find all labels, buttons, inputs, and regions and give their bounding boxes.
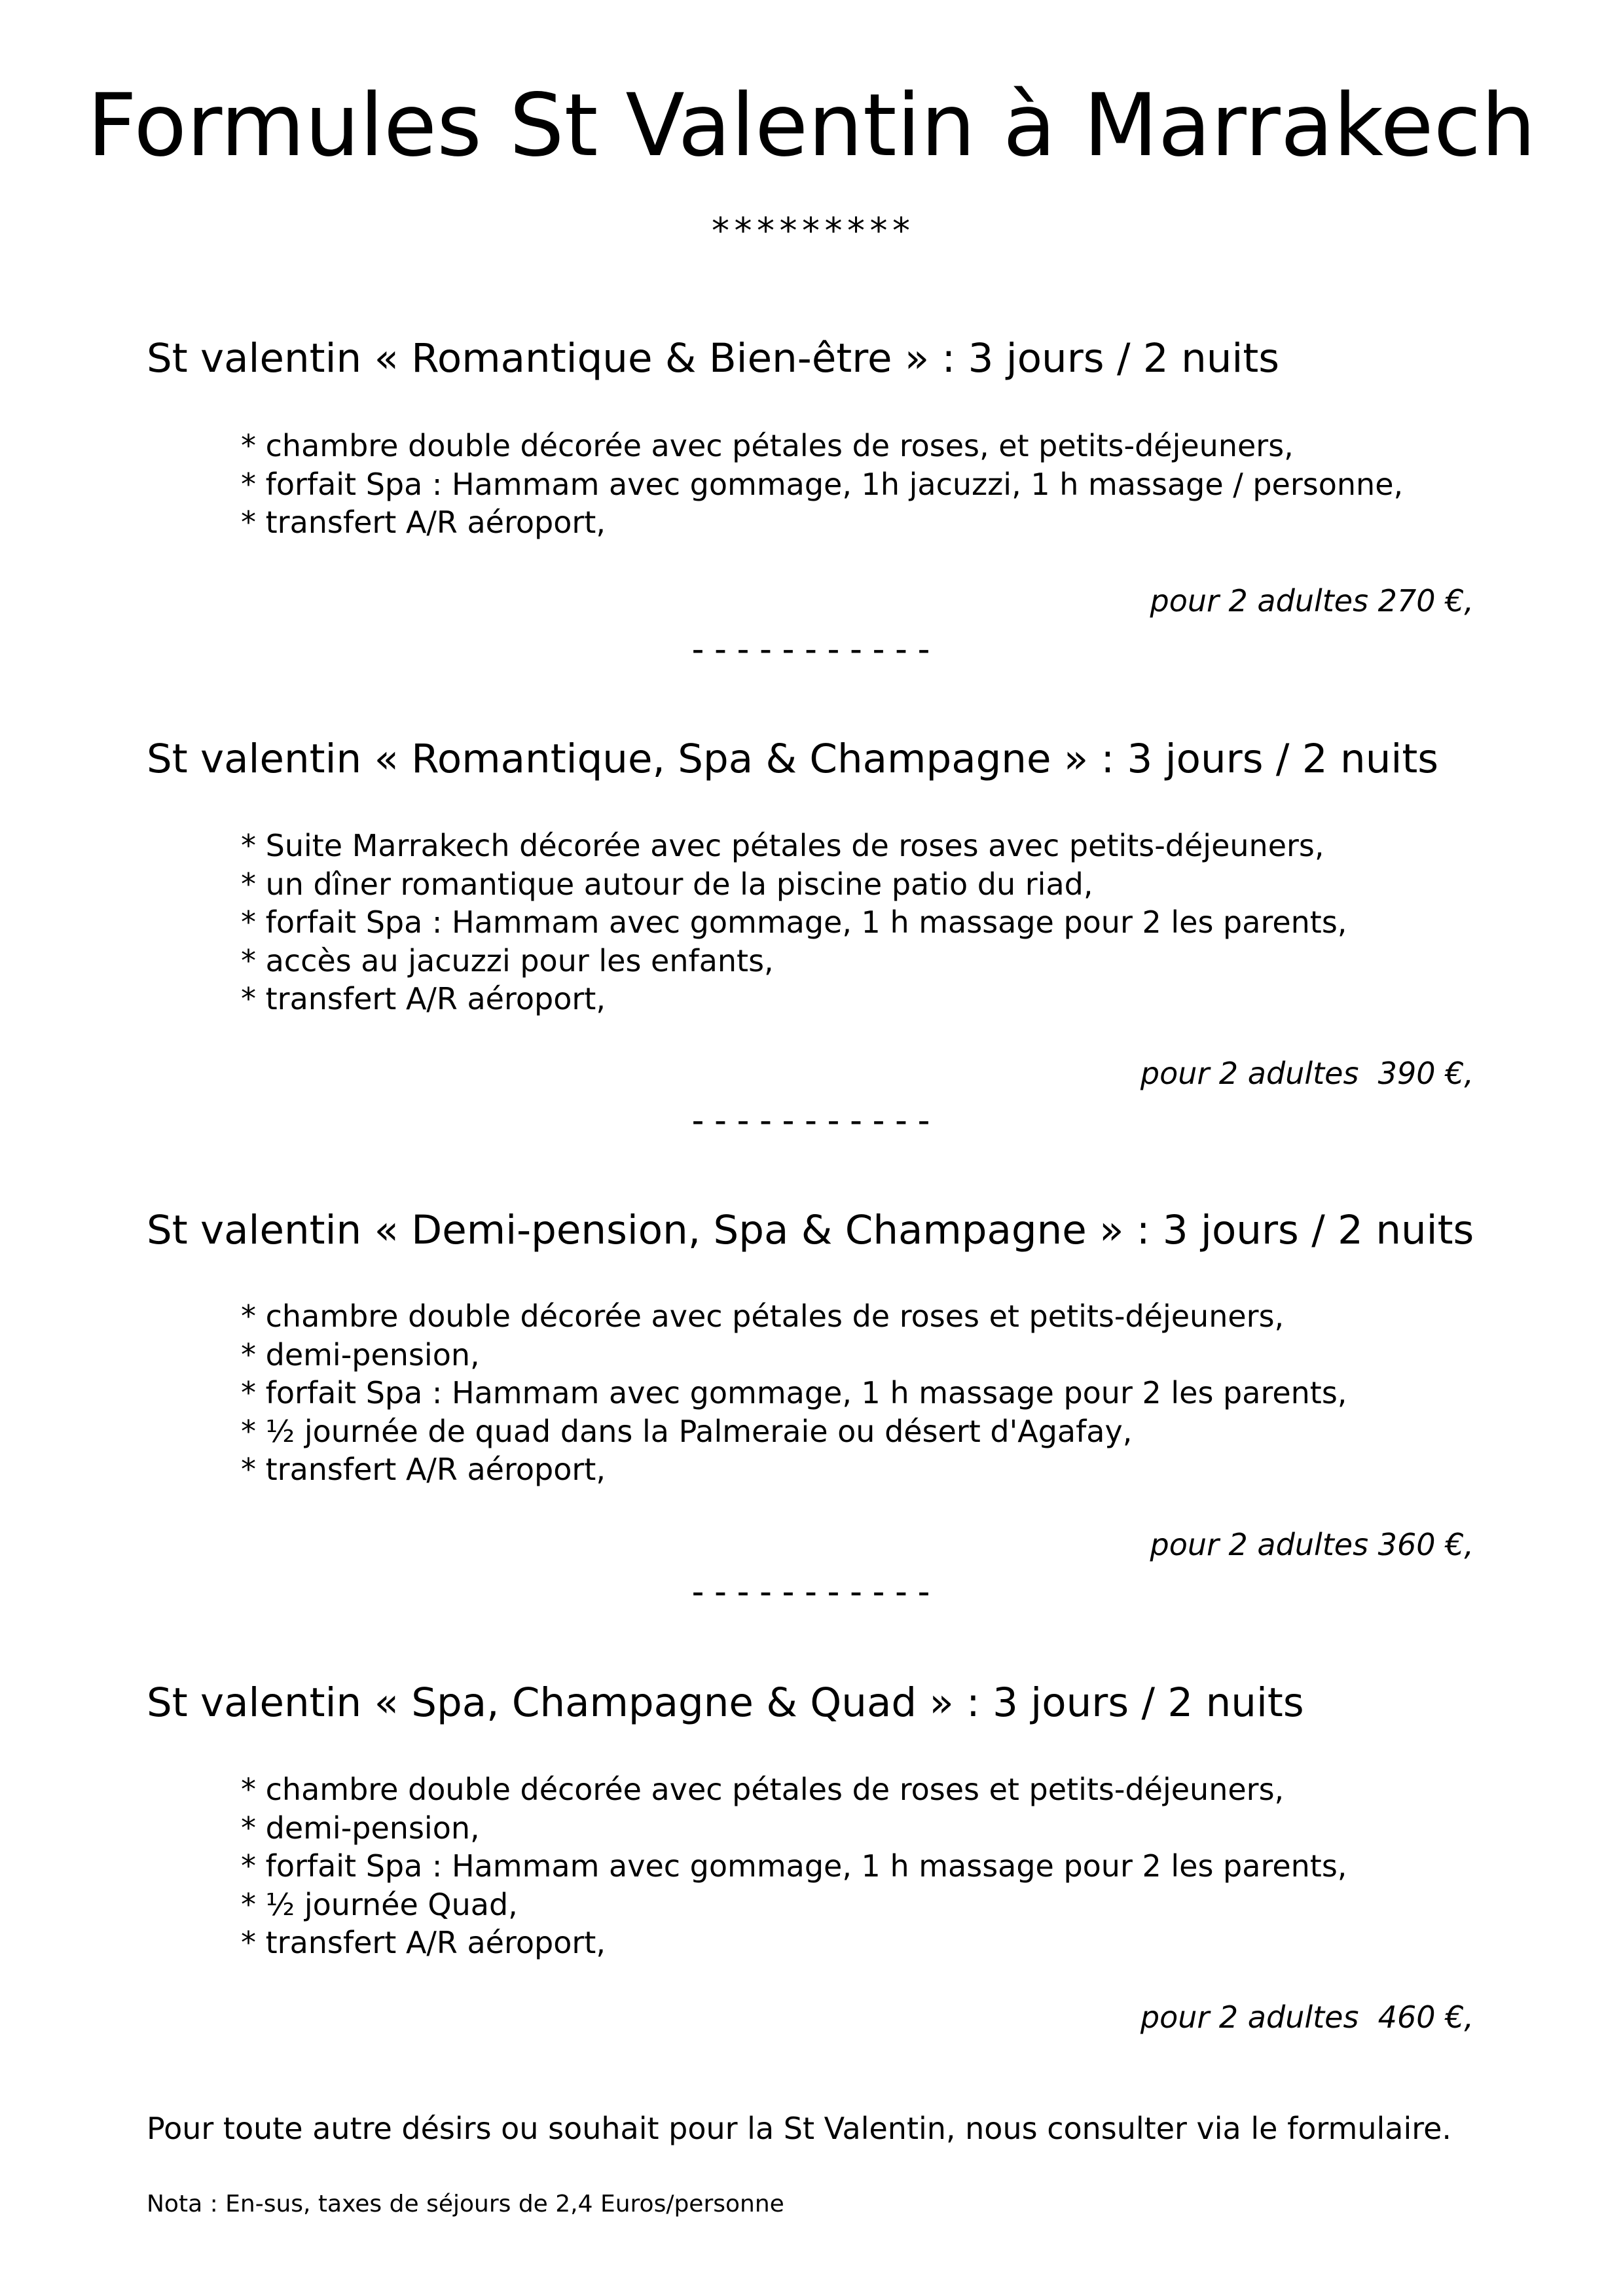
section-3-items: [241, 1297, 1347, 1489]
section-4-heading: St valentin « Spa, Champagne & Quad » : 3 jours / 2 nuits: [147, 1679, 1304, 1726]
list-item: * un dîner romantique autour de la piscine patio du riad,: [241, 866, 1093, 902]
section-2-heading: St valentin « Romantique, Spa & Champagne » : 3 jours / 2 nuits: [147, 736, 1439, 782]
section-1-heading: St valentin « Romantique & Bien-être » : 3 jours / 2 nuits: [147, 335, 1280, 382]
list-item: * forfait Spa : Hammam avec gommage, 1h jacuzzi, 1 h massage / personne,: [241, 466, 1404, 502]
section-2-price: pour 2 adultes 390 €,: [1140, 1056, 1474, 1091]
closing-note: Pour toute autre désirs ou souhait pour la St Valentin, nous consulter via le formulaire.: [147, 2111, 1452, 2146]
list-item: * ½ journée Quad,: [241, 1886, 518, 1922]
section-1-separator: -----------: [687, 628, 936, 670]
list-item: * forfait Spa : Hammam avec gommage, 1 h massage pour 2 les parents,: [241, 1848, 1347, 1884]
section-4-price: pour 2 adultes 460 €,: [1140, 2000, 1474, 2035]
list-item: * demi-pension,: [241, 1810, 480, 1846]
list-item: * chambre double décorée avec pétales de roses et petits-déjeuners,: [241, 1299, 1285, 1334]
section-3-separator: -----------: [687, 1571, 936, 1612]
list-item: * transfert A/R aéroport,: [241, 1452, 606, 1487]
page-title: Formules St Valentin à Marrakech: [87, 75, 1536, 176]
title-stars-divider: *********: [710, 210, 913, 251]
list-item: * Suite Marrakech décorée avec pétales de roses avec petits-déjeuners,: [241, 828, 1324, 863]
list-item: * accès au jacuzzi pour les enfants,: [241, 942, 774, 978]
list-item: * transfert A/R aéroport,: [241, 1925, 606, 1960]
section-4-items: [241, 1770, 1347, 1962]
list-item: * demi-pension,: [241, 1336, 480, 1372]
list-item: * forfait Spa : Hammam avec gommage, 1 h massage pour 2 les parents,: [241, 905, 1347, 940]
section-1-items: [241, 427, 1403, 542]
section-1-price: pour 2 adultes 270 €,: [1150, 583, 1474, 619]
list-item: * transfert A/R aéroport,: [241, 505, 606, 540]
tax-note: Nota : En-sus, taxes de séjours de 2,4 Euros/personne: [147, 2191, 784, 2217]
list-item: * transfert A/R aéroport,: [241, 981, 606, 1016]
section-3-price: pour 2 adultes 360 €,: [1150, 1527, 1474, 1562]
section-2-items: [241, 827, 1347, 1018]
list-item: * chambre double décorée avec pétales de roses, et petits-déjeuners,: [241, 428, 1294, 463]
list-item: * ½ journée de quad dans la Palmeraie ou désert d'Agafay,: [241, 1413, 1133, 1449]
list-item: * chambre double décorée avec pétales de roses et petits-déjeuners,: [241, 1772, 1285, 1807]
section-2-separator: -----------: [687, 1100, 936, 1141]
list-item: * forfait Spa : Hammam avec gommage, 1 h massage pour 2 les parents,: [241, 1375, 1347, 1410]
section-3-heading: St valentin « Demi-pension, Spa & Champagne » : 3 jours / 2 nuits: [147, 1207, 1474, 1253]
